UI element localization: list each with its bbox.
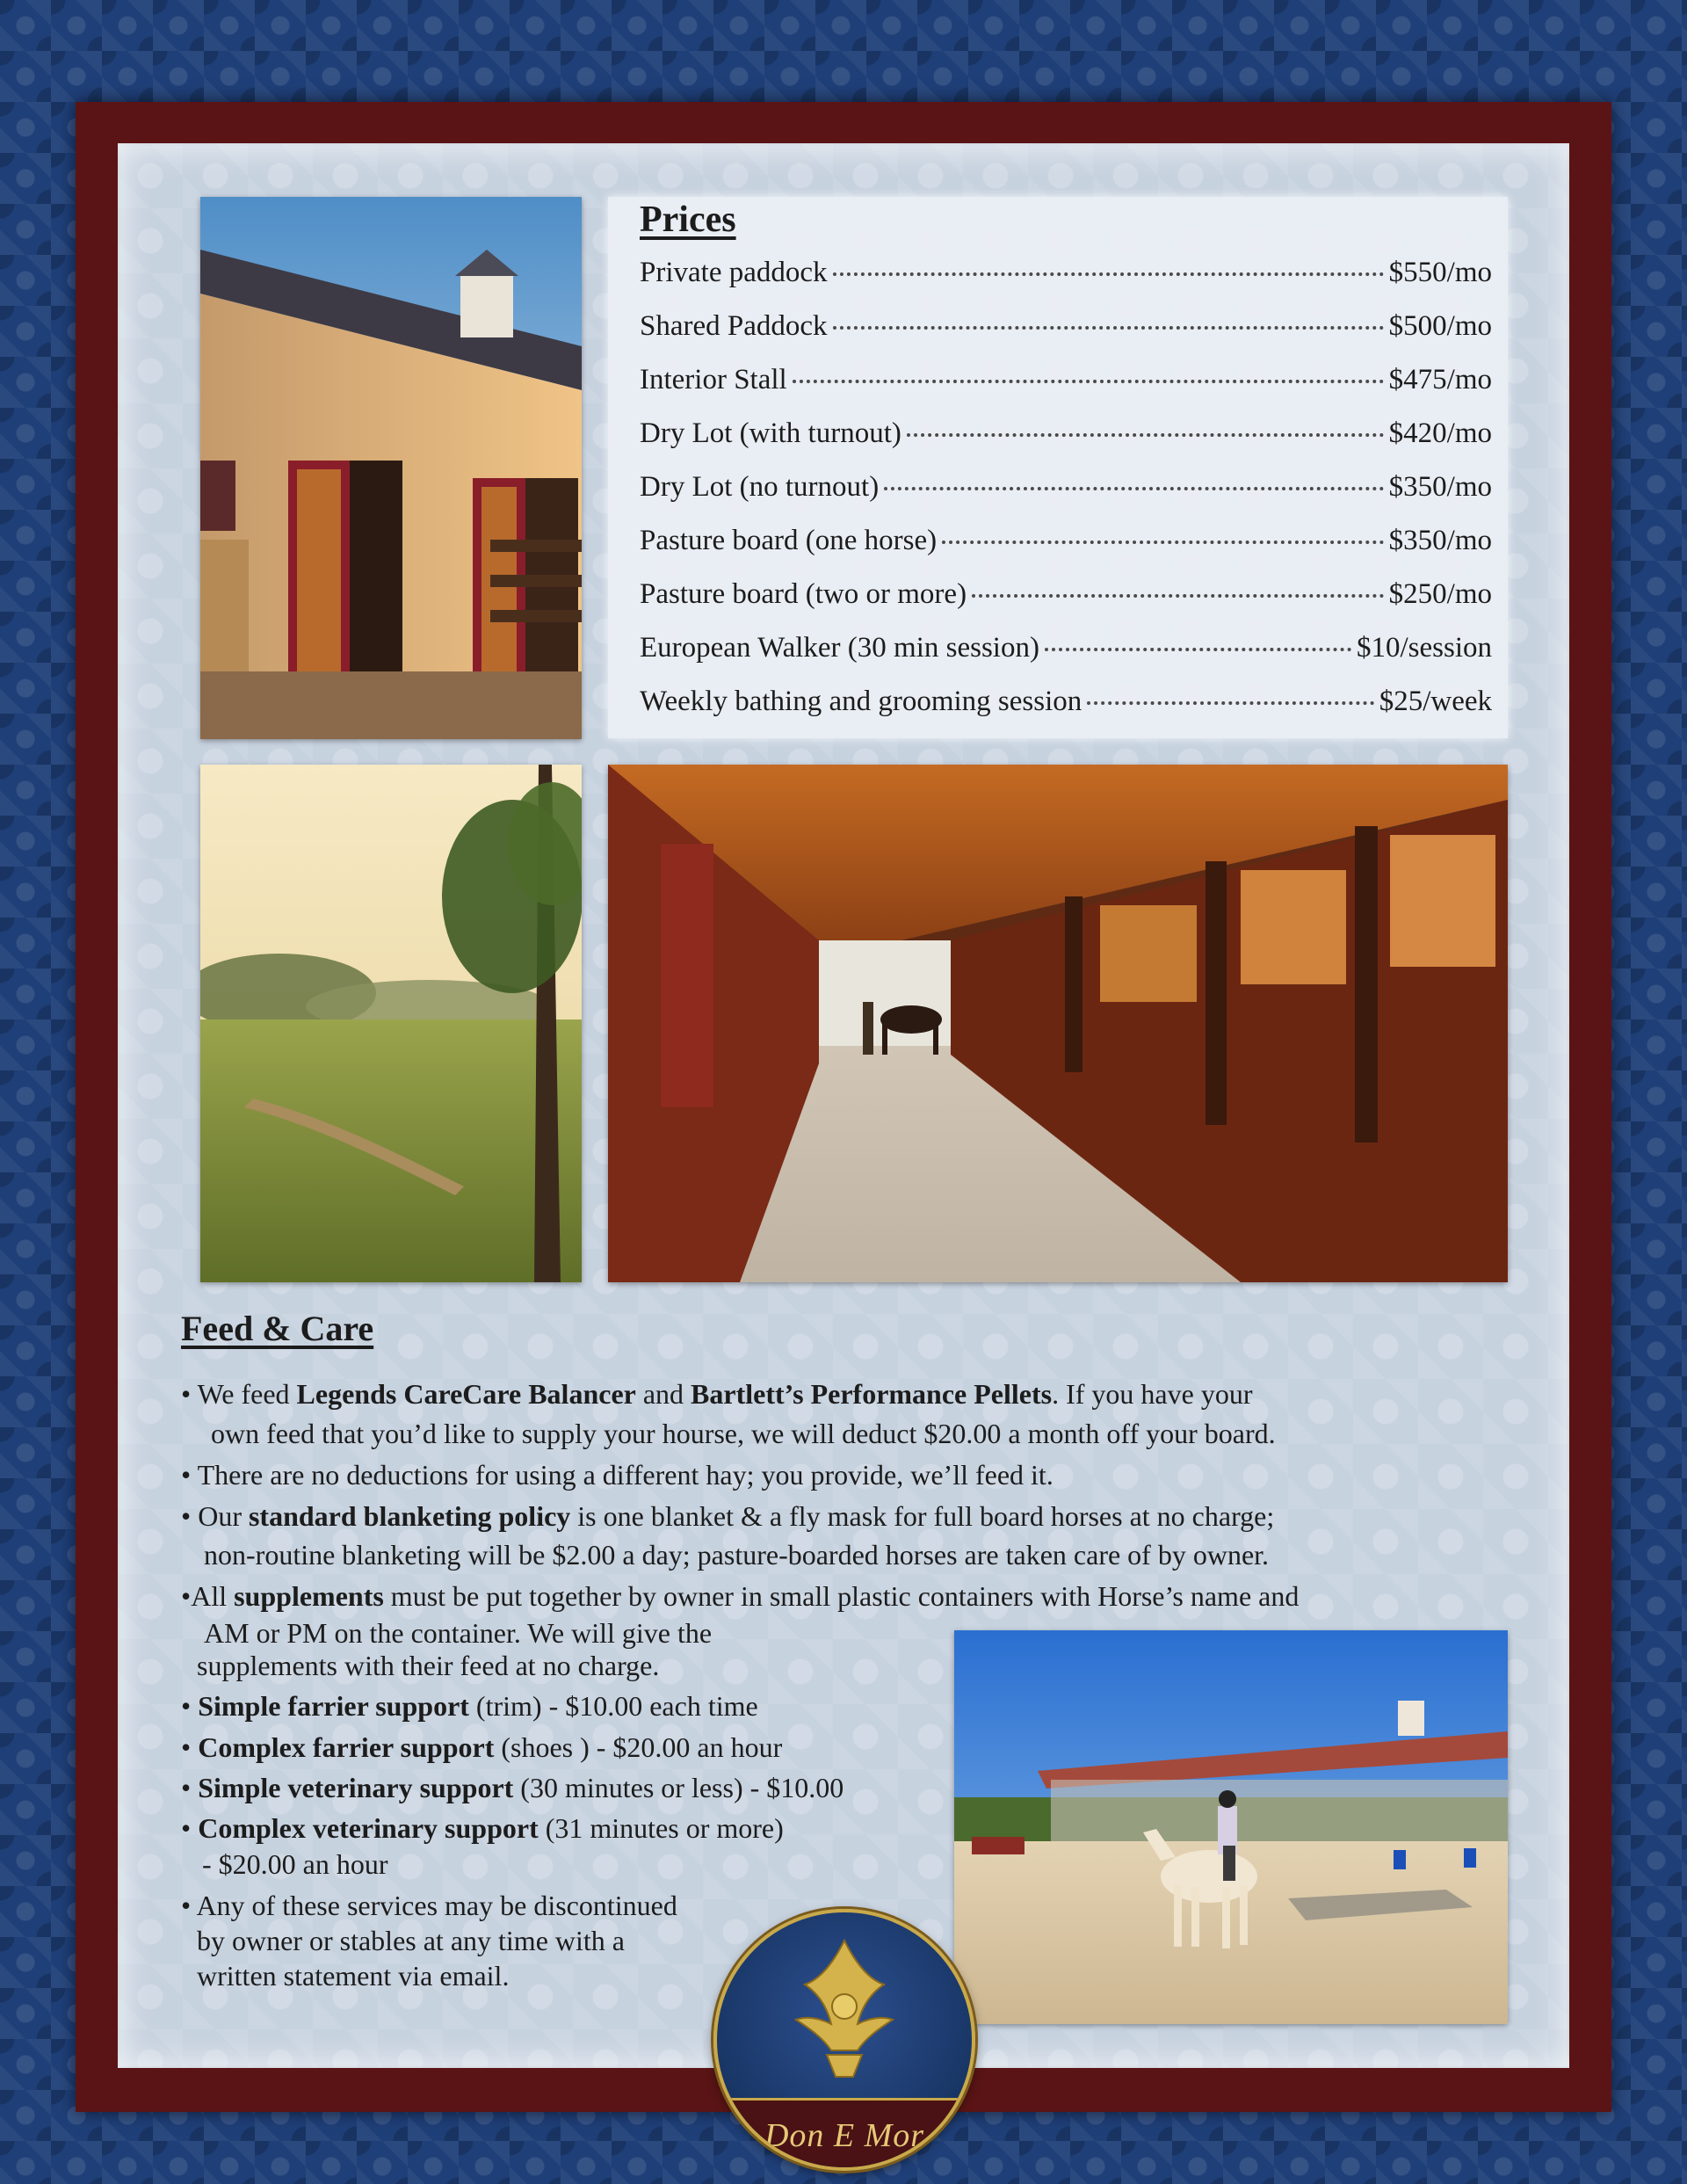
text-span: •	[181, 1690, 199, 1722]
barn-exterior-photo	[200, 197, 582, 739]
don-e-mor-logo	[713, 1909, 975, 2171]
price-item-value: $10/session	[1356, 632, 1492, 664]
feed-line	[181, 1578, 1299, 1614]
dot-leader	[972, 594, 1384, 598]
dot-leader	[1087, 701, 1373, 705]
feed-line	[181, 1810, 784, 1846]
logo-text: Don E Mor	[764, 2117, 925, 2154]
price-row	[640, 257, 1492, 301]
riding-arena-photo	[954, 1630, 1508, 2024]
dot-leader	[793, 380, 1384, 383]
price-item-name: European Walker (30 min session)	[640, 632, 1039, 664]
price-item-name: Pasture board (one horse)	[640, 525, 938, 556]
text-span: • Our	[181, 1500, 249, 1532]
text-span: must be put together by owner in small plastic containers with Horse’s name and	[383, 1580, 1300, 1612]
price-row	[640, 364, 1492, 408]
feed-line: • There are no deductions for using a different hay; you provide, we’ll feed it.	[181, 1459, 1053, 1491]
price-item-name: Weekly bathing and grooming session	[640, 686, 1082, 717]
bold-span: Simple farrier support	[198, 1690, 469, 1722]
price-item-name: Dry Lot (no turnout)	[640, 471, 880, 503]
dot-leader	[942, 541, 1384, 544]
dot-leader	[884, 487, 1383, 490]
bold-span: Bartlett’s Performance Pellets	[691, 1378, 1053, 1410]
dot-leader	[833, 326, 1384, 330]
price-item-name: Private paddock	[640, 257, 828, 288]
feed-line: non-routine blanketing will be $2.00 a day; pasture-boarded horses are taken care of by owner.	[204, 1539, 1270, 1571]
feed-line: supplements with their feed at no charge.	[197, 1650, 660, 1681]
price-item-value: $350/mo	[1388, 471, 1492, 503]
price-row	[640, 632, 1492, 676]
feed-line	[181, 1730, 782, 1765]
text-span: (30 minutes or less) - $10.00	[513, 1772, 844, 1803]
feed-line: • Any of these services may be discontinued	[181, 1890, 677, 1921]
price-item-value: $500/mo	[1388, 310, 1492, 342]
bold-span: Legends CareCare Balancer	[296, 1378, 636, 1410]
price-item-value: $550/mo	[1388, 257, 1492, 288]
dot-leader	[833, 272, 1384, 276]
pasture-photo	[200, 765, 582, 1282]
price-item-value: $25/week	[1379, 686, 1492, 717]
feed-line	[181, 1770, 844, 1805]
text-span: . If you have your	[1052, 1378, 1253, 1410]
bold-span: standard blanketing policy	[248, 1500, 571, 1532]
bold-span: Simple veterinary support	[198, 1772, 514, 1803]
text-span: •	[181, 1772, 199, 1803]
text-span: is one blanket & a fly mask for full board horses at no charge;	[570, 1500, 1275, 1532]
text-span: •All	[181, 1580, 235, 1612]
bold-span: Complex veterinary support	[198, 1812, 539, 1844]
feed-line	[181, 1688, 758, 1723]
price-item-value: $350/mo	[1388, 525, 1492, 556]
price-row	[640, 525, 1492, 569]
prices-title: Prices	[640, 200, 736, 240]
fleur-emblem-icon	[778, 1932, 910, 2090]
text-span: •	[181, 1812, 199, 1844]
feed-line: own feed that you’d like to supply your hourse, we will deduct $20.00 a month off your board.	[211, 1418, 1276, 1449]
stable-aisle-photo	[608, 765, 1508, 1282]
feed-line: AM or PM on the container. We will give the	[204, 1617, 713, 1649]
text-span: (31 minutes or more)	[538, 1812, 784, 1844]
feed-care-title: Feed & Care	[181, 1309, 374, 1348]
price-row	[640, 686, 1492, 729]
text-span: • We feed	[181, 1378, 297, 1410]
bold-span: supplements	[234, 1580, 384, 1612]
text-span: (trim) - $10.00 each time	[468, 1690, 758, 1722]
price-item-name: Pasture board (two or more)	[640, 578, 967, 610]
price-item-name: Interior Stall	[640, 364, 787, 395]
feed-line: written statement via email.	[197, 1960, 510, 1992]
price-item-value: $250/mo	[1388, 578, 1492, 610]
bold-span: Complex farrier support	[198, 1731, 495, 1763]
feed-line: by owner or stables at any time with a	[197, 1925, 625, 1956]
text-span: •	[181, 1731, 199, 1763]
feed-line	[181, 1498, 1274, 1534]
feed-line	[181, 1376, 1252, 1411]
prices-box	[608, 197, 1508, 738]
price-item-value: $420/mo	[1388, 417, 1492, 449]
text-span: and	[635, 1378, 691, 1410]
price-row	[640, 578, 1492, 622]
price-row	[640, 417, 1492, 461]
price-row	[640, 310, 1492, 354]
price-item-name: Dry Lot (with turnout)	[640, 417, 901, 449]
price-item-value: $475/mo	[1388, 364, 1492, 395]
dot-leader	[907, 433, 1384, 437]
dot-leader	[1045, 648, 1351, 651]
price-item-name: Shared Paddock	[640, 310, 828, 342]
text-span: (shoes ) - $20.00 an hour	[494, 1731, 783, 1763]
feed-line: - $20.00 an hour	[202, 1848, 388, 1880]
price-row	[640, 471, 1492, 515]
